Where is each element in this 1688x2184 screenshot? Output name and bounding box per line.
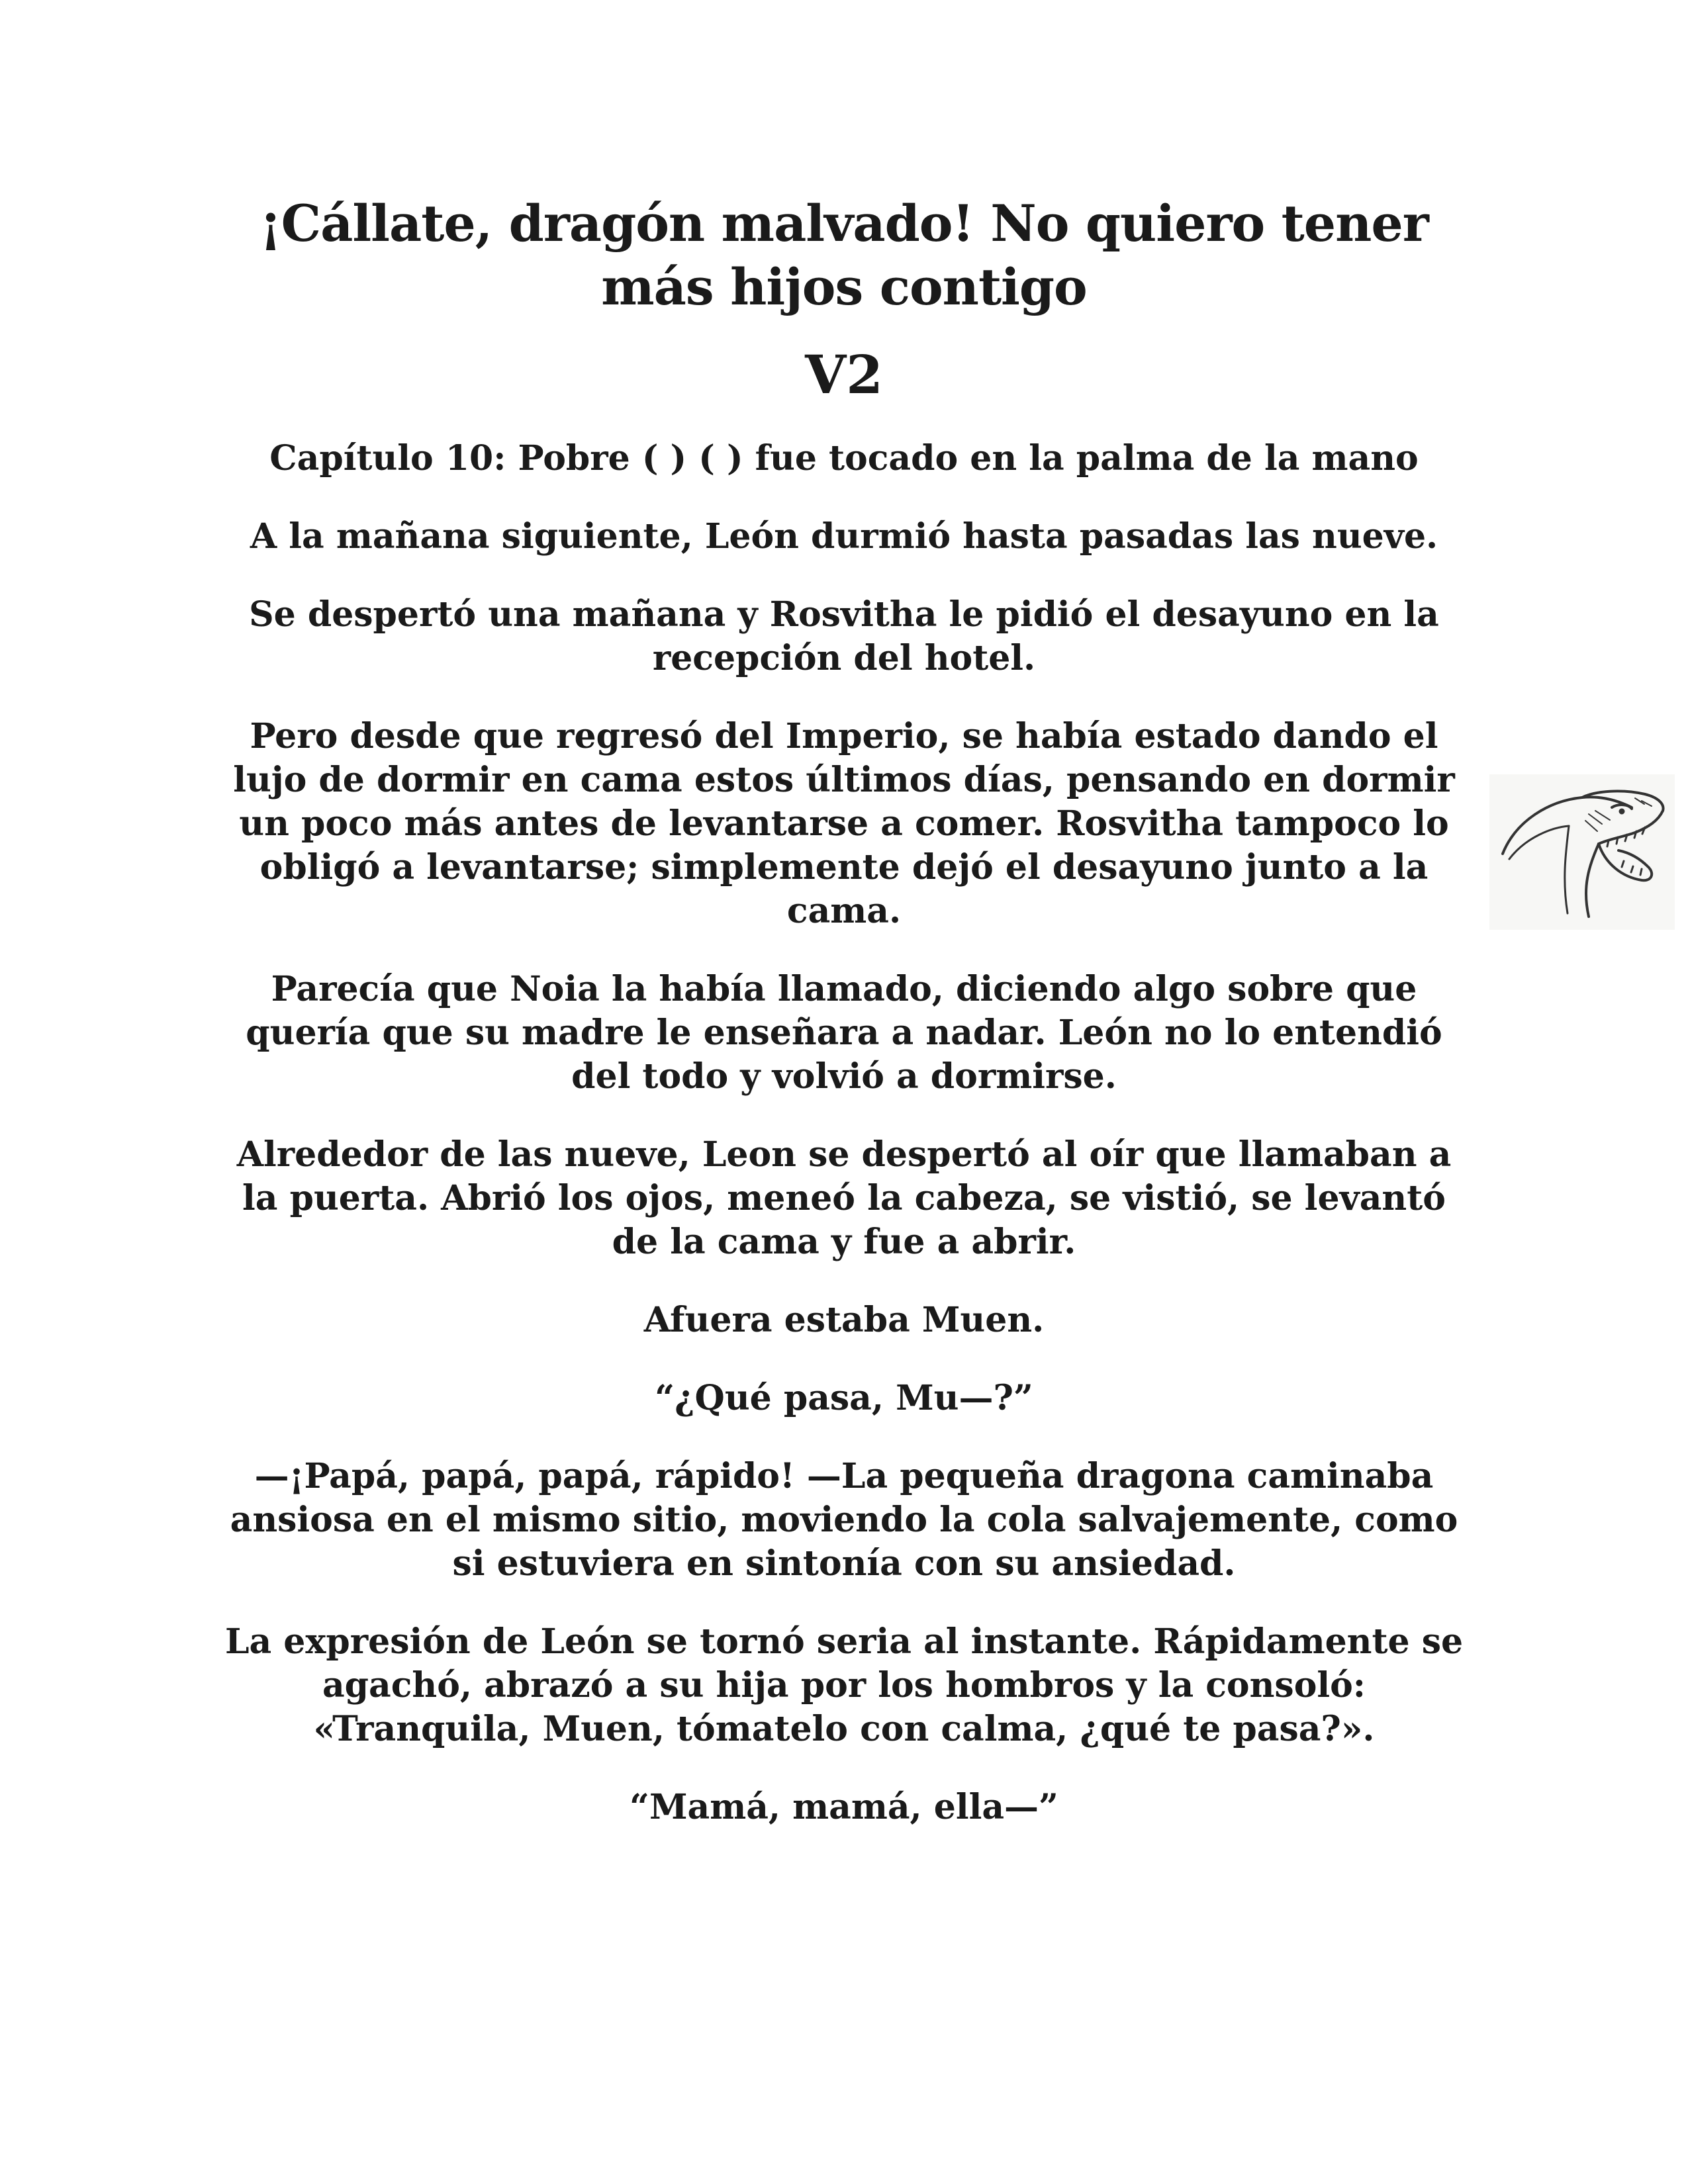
title-line-2: más hijos contigo [601, 257, 1087, 316]
paragraph: La expresión de León se tornó seria al instante. Rápidamente se agachó, abrazó a su hija por los hombros y la consoló: «Tranquila, Muen, tómatelo con calma, ¿qué te pasa?». [224, 1621, 1464, 1749]
dinosaur-head-sketch-icon [1489, 774, 1675, 930]
title-line-1: ¡Cállate, dragón malvado! No quiero tener [259, 194, 1429, 253]
chapter-heading: Capítulo 10: Pobre ( ) ( ) fue tocado en la palma de la mano [269, 438, 1419, 478]
paragraph: “Mamá, mamá, ella—” [630, 1787, 1058, 1827]
paragraph: Se despertó una mañana y Rosvitha le pidió el desayuno en la recepción del hotel. [249, 594, 1439, 678]
paragraph: Alrededor de las nueve, Leon se despertó al oír que llamaban a la puerta. Abrió los ojos, meneó la cabeza, se vistió, se levantó de la cama y fue a abrir. [236, 1134, 1452, 1262]
paragraph: Parecía que Noia la había llamado, diciendo algo sobre que quería que su madre le enseñara a nadar. León no lo entendió del todo y volvió a dormirse. [246, 969, 1442, 1097]
document-body [218, 192, 1470, 1829]
paragraph: A la mañana siguiente, León durmió hasta pasadas las nueve. [250, 516, 1438, 557]
paragraph: Afuera estaba Muen. [643, 1300, 1045, 1340]
paragraph: —¡Papá, papá, papá, rápido! —La pequeña dragona caminaba ansiosa en el mismo sitio, moviendo la cola salvajemente, como si estuviera en sintonía con su ansiedad. [230, 1456, 1458, 1584]
volume-label: V2 [805, 343, 883, 406]
paragraph: Pero desde que regresó del Imperio, se había estado dando el lujo de dormir en cama estos últimos días, pensando en dormir un poco más antes de levantarse a comer. Rosvitha tampoco lo obligó a levantarse; simplemente dejó el desayuno junto a la cama. [233, 716, 1455, 931]
document-title [218, 192, 1470, 319]
paragraph: “¿Qué pasa, Mu—?” [655, 1378, 1033, 1418]
